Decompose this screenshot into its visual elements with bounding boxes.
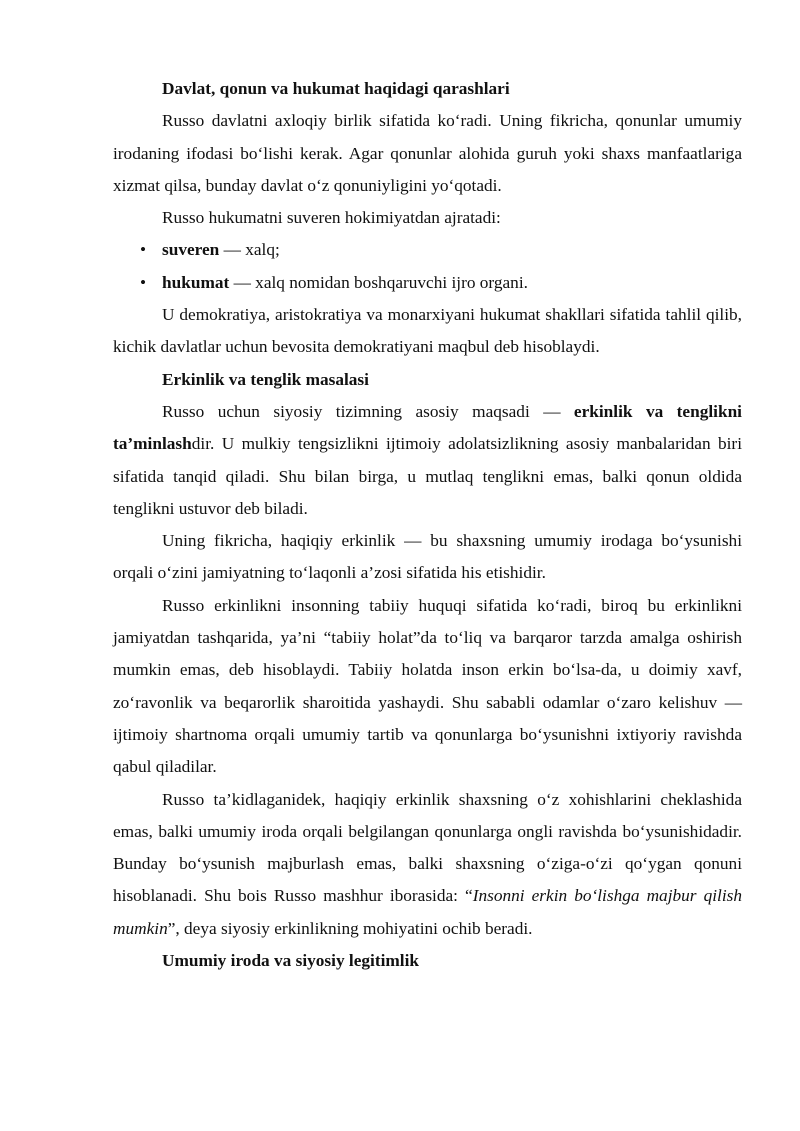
list-item-sovereign xyxy=(113,234,742,266)
term-sovereign: suveren xyxy=(162,240,220,260)
document-page xyxy=(113,73,742,977)
bullet-list xyxy=(113,234,742,299)
paragraph-true-freedom: Uning fikricha, haqiqiy erkinlik — bu shaxsning umumiy irodaga bo‘ysunishi orqali o‘zini jamiyatning to‘laqonli a’zosi sifatida his etishidir. xyxy=(113,531,742,583)
text-span: dir. U mulkiy tengsizlikni ijtimoiy adolatsizlikning asosiy manbalaridan biri sifatida tanqid qiladi. Shu bilan birga, u mutlaq tenglikni emas, balki qonun oldida tenglikni ustuvor deb biladi. xyxy=(113,434,742,518)
emphasis-freedom-equality: erkinlik va tenglikni ta’minlash xyxy=(113,401,742,454)
section-heading-state-law-government: Davlat, qonun va hukumat haqidagi qarashlari xyxy=(162,79,510,98)
term-government: hukumat xyxy=(162,272,230,292)
paragraph-main-goal xyxy=(113,396,742,525)
text-span: Russo uchun siyosiy tizimning asosiy maqsadi — xyxy=(162,401,574,421)
section-heading-general-will: Umumiy iroda va siyosiy legitimlik xyxy=(162,951,419,971)
text-span: ”, deya siyosiy erkinlikning mohiyatini ochib beradi. xyxy=(167,918,533,938)
definition-government: — xalq nomidan boshqaruvchi ijro organi. xyxy=(229,272,528,292)
bullet-icon: • xyxy=(140,272,147,292)
paragraph-forced-to-be-free xyxy=(113,784,742,945)
list-item-government xyxy=(113,267,742,299)
paragraph-government-sovereign: Russo hukumatni suveren hokimiyatdan ajratadi: xyxy=(162,208,501,228)
bullet-icon: • xyxy=(140,240,147,260)
quote-forced-to-be-free: Insonni erkin bo‘lishga majbur qilish mumkin xyxy=(113,886,742,938)
paragraph-state-moral-unity: Russo davlatni axloqiy birlik sifatida ko‘radi. Uning fikricha, qonunlar umumiy irodaning ifodasi bo‘lishi kerak. Agar qonunlar alohida guruh yoki shaxs manfaatlariga xizmat qilsa, bunday davlat o‘z qonuniyligini yo‘qotadi. xyxy=(113,111,742,195)
definition-sovereign: — xalq; xyxy=(219,240,280,260)
paragraph-natural-state: Russo erkinlikni insonning tabiiy huquqi sifatida ko‘radi, biroq bu erkinlikni jamiyatdan tashqarida, ya’ni “tabiiy holat”da to‘liq va barqaror tarzda amalga oshirish mumkin emas, deb hisoblaydi. Tabiiy holatda inson erkin bo‘lsa-da, u doimiy xavf, zo‘ravonlik va beqarorlik sharoitida yashaydi. Shu sababli odamlar o‘zaro kelishuv — ijtimoiy shartnoma orqali umumiy tartib va qonunlarga bo‘ysunishni ixtiyoriy ravishda qabul qiladilar. xyxy=(113,595,742,777)
paragraph-forms-of-government: U demokratiya, aristokratiya va monarxiyani hukumat shakllari sifatida tahlil qilib, kichik davlatlar uchun bevosita demokratiyani maqbul deb hisoblaydi. xyxy=(113,305,742,357)
text-span: Russo ta’kidlaganidek, haqiqiy erkinlik shaxsning o‘z xohishlarini cheklashida emas, balki umumiy iroda orqali belgilangan qonunlarga ongli ravishda bo‘ysunishidadir. Bunday bo‘ysunish majburlash emas, balki shaxsning o‘ziga-o‘zi qo‘ygan qonuni hisoblanadi. Shu bois Russo mashhur iborasida: “ xyxy=(113,789,742,906)
section-heading-freedom-equality: Erkinlik va tenglik masalasi xyxy=(162,369,369,389)
